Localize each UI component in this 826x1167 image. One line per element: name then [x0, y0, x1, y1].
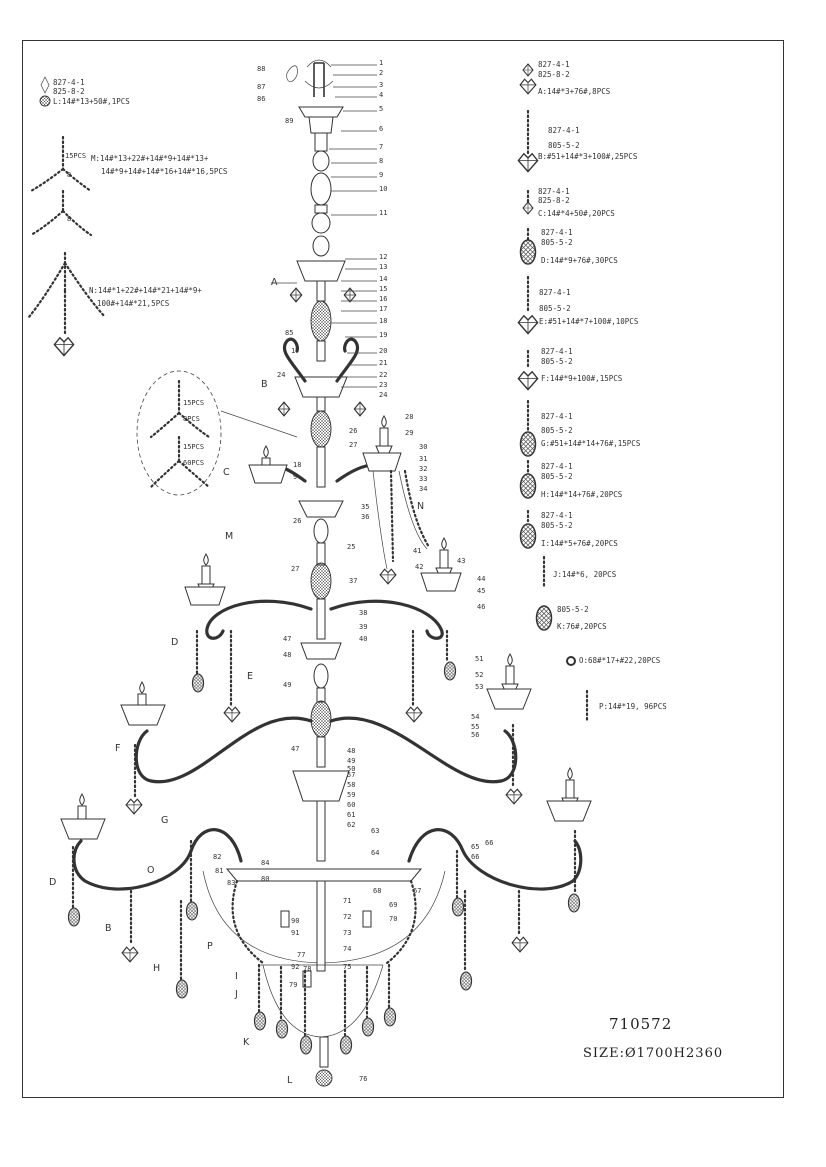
- legend-h-desc: H:14#*14+76#,20PCS: [541, 490, 623, 499]
- part-number-60: 60: [347, 801, 356, 809]
- part-number-30: 30: [419, 443, 428, 451]
- part-number-left-91: 91: [291, 929, 300, 937]
- part-number-22: 22: [379, 371, 388, 379]
- part-number-11: 11: [379, 209, 388, 217]
- part-number-32: 32: [419, 465, 428, 473]
- part-number-50: 50: [347, 765, 356, 773]
- part-number-35: 35: [361, 503, 370, 511]
- legend-e-code1: 827-4-1: [539, 288, 571, 297]
- part-number-left-27: 27: [291, 565, 300, 573]
- part-number-64: 64: [371, 849, 380, 857]
- legend-p-desc: P:14#*19, 96PCS: [599, 702, 667, 711]
- legend-g-desc: G:#51+14#*14+76#,15PCS: [541, 439, 641, 448]
- part-number-2: 2: [379, 69, 384, 77]
- part-number-48: 48: [347, 747, 356, 755]
- legend-l-code2: 825-8-2: [53, 87, 85, 96]
- legend-b-desc: B:#51+14#*3+100#,25PCS: [538, 152, 638, 161]
- legend-e-desc: E:#51+14#*7+100#,10PCS: [539, 317, 639, 326]
- legend-f-desc: F:14#*9+100#,15PCS: [541, 374, 623, 383]
- part-number-left-66: 66: [485, 839, 494, 847]
- label-d2: D: [49, 877, 57, 888]
- part-number-66: 66: [471, 853, 480, 861]
- part-number-37: 37: [349, 577, 358, 585]
- label-l: L: [287, 1075, 293, 1086]
- part-number-57: 57: [347, 771, 356, 779]
- part-number-left-80: 80: [261, 875, 270, 883]
- part-number-left-89: 89: [285, 117, 294, 125]
- drawing-sheet: [22, 40, 784, 1098]
- part-number-33: 33: [419, 475, 428, 483]
- part-number-43: 43: [457, 557, 466, 565]
- part-number-26: 26: [349, 427, 358, 435]
- part-number-59: 59: [347, 791, 356, 799]
- label-b2: B: [105, 923, 112, 934]
- part-number-left-47: 47: [283, 635, 292, 643]
- part-number-39: 39: [359, 623, 368, 631]
- part-number-20: 20: [379, 347, 388, 355]
- part-number-73: 73: [343, 929, 352, 937]
- part-number-3: 3: [379, 81, 384, 89]
- part-number-71: 71: [343, 897, 352, 905]
- label-p: P: [207, 941, 213, 952]
- part-number-69: 69: [389, 901, 398, 909]
- part-number-8: 8: [379, 157, 384, 165]
- part-number-left-9: 9: [293, 473, 298, 481]
- part-number-left-83: 83: [227, 879, 236, 887]
- part-number-left-86: 86: [257, 95, 266, 103]
- part-number-51: 51: [475, 655, 484, 663]
- label-n: N: [417, 501, 425, 512]
- part-number-left-78: 78: [303, 965, 312, 973]
- part-number-4: 4: [379, 91, 384, 99]
- size-spec: SIZE:Ø1700H2360: [583, 1046, 724, 1061]
- part-number-54: 54: [471, 713, 480, 721]
- part-number-41: 41: [413, 547, 422, 555]
- detail-tag-2: 8PCS: [183, 415, 200, 423]
- part-number-70: 70: [389, 915, 398, 923]
- label-i: I: [235, 971, 238, 982]
- legend-d-code2: 805-5-2: [541, 238, 573, 247]
- part-number-52: 52: [475, 671, 484, 679]
- legend-m-tag2: 8: [67, 171, 72, 179]
- legend-l-desc: L:14#*13+50#,1PCS: [53, 97, 130, 106]
- part-number-19: 19: [379, 331, 388, 339]
- part-number-63: 63: [371, 827, 380, 835]
- legend-a-code2: 825-8-2: [538, 70, 570, 79]
- part-number-left-92: 92: [291, 963, 300, 971]
- legend-b-code1: 827-4-1: [548, 126, 580, 135]
- legend-a-desc: A:14#*3+76#,8PCS: [538, 87, 611, 96]
- part-number-49: 49: [347, 757, 356, 765]
- central-stem: [203, 60, 445, 1086]
- legend-m-tag3: 8: [67, 215, 72, 223]
- legend-c-code1: 827-4-1: [538, 187, 570, 196]
- part-number-left-84: 84: [261, 859, 270, 867]
- model-number: 710572: [609, 1015, 673, 1033]
- part-number-5: 5: [379, 105, 384, 113]
- legend-c-code2: 825-8-2: [538, 196, 570, 205]
- legend-k-desc: K:76#,20PCS: [557, 622, 607, 631]
- part-number-53: 53: [475, 683, 484, 691]
- legend-i-code1: 827-4-1: [541, 511, 573, 520]
- part-number-74: 74: [343, 945, 352, 953]
- legend-n-desc2: 100#+14#*21,5PCS: [97, 299, 170, 308]
- part-number-40: 40: [359, 635, 368, 643]
- legend-j-desc: J:14#*6, 20PCS: [553, 570, 617, 579]
- part-number-58: 58: [347, 781, 356, 789]
- label-c: C: [223, 467, 230, 478]
- part-number-61: 61: [347, 811, 356, 819]
- legend-a-code1: 827-4-1: [538, 60, 570, 69]
- legend-i-code2: 805-5-2: [541, 521, 573, 530]
- part-number-12: 12: [379, 253, 388, 261]
- part-number-28: 28: [405, 413, 414, 421]
- part-number-45: 45: [477, 587, 486, 595]
- part-number-9: 9: [379, 171, 384, 179]
- legend-m-desc1: M:14#*13+22#+14#*9+14#*13+: [91, 154, 209, 163]
- part-number-36: 36: [361, 513, 370, 521]
- part-number-1: 1: [379, 59, 384, 67]
- part-number-24: 24: [379, 391, 388, 399]
- legend-m-tag1: 15PCS: [65, 152, 87, 160]
- legend-d-desc: D:14#*9+76#,30PCS: [541, 256, 618, 265]
- label-o: O: [147, 865, 155, 876]
- part-number-16: 16: [379, 295, 388, 303]
- part-number-left-49: 49: [283, 681, 292, 689]
- part-number-47: 47: [291, 745, 300, 753]
- part-numbers: [213, 59, 493, 1083]
- legend-l-code1: 827-4-1: [53, 78, 85, 87]
- part-number-21: 21: [379, 359, 388, 367]
- detail-tag-3: 15PCS: [183, 443, 205, 451]
- part-number-27: 27: [349, 441, 358, 449]
- chandelier-assembly-diagram: [23, 41, 785, 1099]
- label-b: B: [261, 379, 268, 390]
- part-number-left-90: 90: [291, 917, 300, 925]
- part-number-left-18: 18: [293, 461, 302, 469]
- part-number-10: 10: [379, 185, 388, 193]
- part-number-65: 65: [471, 843, 480, 851]
- part-number-18: 18: [379, 317, 388, 325]
- part-number-46: 46: [477, 603, 486, 611]
- part-number-left-17: 17: [291, 347, 300, 355]
- label-m: M: [225, 531, 234, 542]
- legend-m-desc2: 14#*9+14#+14#*16+14#*16,5PCS: [101, 167, 228, 176]
- legend-g-code2: 805-5-2: [541, 426, 573, 435]
- label-g: G: [161, 815, 169, 826]
- part-number-42: 42: [415, 563, 424, 571]
- legend-h-code1: 827-4-1: [541, 462, 573, 471]
- legend-e-code2: 805-5-2: [539, 304, 571, 313]
- part-number-7: 7: [379, 143, 384, 151]
- part-number-14: 14: [379, 275, 388, 283]
- detail-tag-1: 15PCS: [183, 399, 205, 407]
- part-number-55: 55: [471, 723, 480, 731]
- legend-right: [538, 60, 667, 711]
- label-k: K: [243, 1037, 250, 1048]
- part-number-25: 25: [347, 543, 356, 551]
- part-number-44: 44: [477, 575, 486, 583]
- legend-n-desc1: N:14#*1+22#+14#*21+14#*9+: [89, 286, 202, 295]
- part-number-left-81: 81: [215, 867, 224, 875]
- label-e: E: [247, 671, 254, 682]
- part-number-56: 56: [471, 731, 480, 739]
- legend-i-desc: I:14#*5+76#,20PCS: [541, 539, 618, 548]
- part-number-15: 15: [379, 285, 388, 293]
- part-number-13: 13: [379, 263, 388, 271]
- part-number-62: 62: [347, 821, 356, 829]
- part-number-23: 23: [379, 381, 388, 389]
- part-number-left-26: 26: [293, 517, 302, 525]
- part-number-67: 67: [413, 887, 422, 895]
- part-number-68: 68: [373, 887, 382, 895]
- legend-k-code2: 805-5-2: [557, 605, 589, 614]
- part-number-6: 6: [379, 125, 384, 133]
- part-number-left-24: 24: [277, 371, 286, 379]
- part-number-76: 76: [359, 1075, 368, 1083]
- part-number-31: 31: [419, 455, 428, 463]
- label-j: J: [235, 989, 238, 1000]
- legend-b-code2: 805-5-2: [548, 141, 580, 150]
- part-number-left-48: 48: [283, 651, 292, 659]
- arms-tier-2: [249, 416, 427, 584]
- part-number-75: 75: [343, 963, 352, 971]
- legend-f-code2: 805-5-2: [541, 357, 573, 366]
- part-number-29: 29: [405, 429, 414, 437]
- part-number-72: 72: [343, 913, 352, 921]
- part-number-34: 34: [419, 485, 428, 493]
- part-number-left-85: 85: [285, 329, 294, 337]
- legend-h-code2: 805-5-2: [541, 472, 573, 481]
- legend-d-code1: 827-4-1: [541, 228, 573, 237]
- label-a: A: [271, 277, 278, 288]
- legend-c-desc: C:14#*4+50#,20PCS: [538, 209, 615, 218]
- label-f: F: [115, 743, 121, 754]
- part-number-38: 38: [359, 609, 368, 617]
- part-number-left-82: 82: [213, 853, 222, 861]
- part-number-left-77: 77: [297, 951, 306, 959]
- legend-g-code1: 827-4-1: [541, 412, 573, 421]
- part-number-left-88: 88: [257, 65, 266, 73]
- part-number-left-79: 79: [289, 981, 298, 989]
- part-number-left-87: 87: [257, 83, 266, 91]
- label-h: H: [153, 963, 161, 974]
- label-d: D: [171, 637, 179, 648]
- detail-tag-4: 60PCS: [183, 459, 205, 467]
- legend-f-code1: 827-4-1: [541, 347, 573, 356]
- arms-tier-5: [61, 768, 591, 1054]
- legend-o-desc: O:68#*17+#22,20PCS: [579, 656, 661, 665]
- part-number-17: 17: [379, 305, 388, 313]
